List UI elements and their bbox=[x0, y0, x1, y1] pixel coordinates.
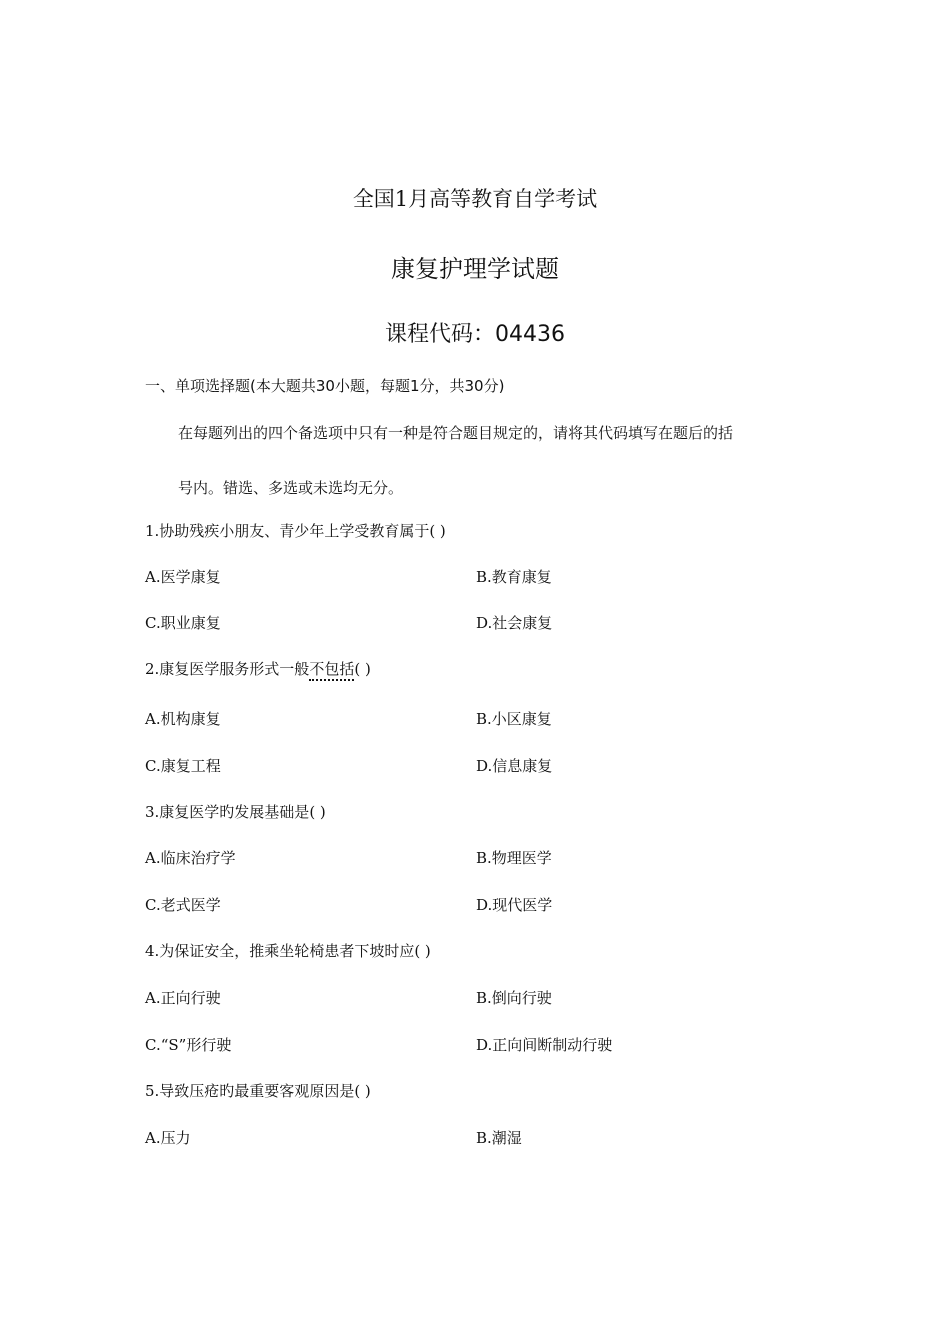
question-4-option-a: A.正向行驶 bbox=[145, 989, 221, 1007]
question-4-option-d: D.正向间断制动行驶 bbox=[476, 1036, 613, 1054]
question-1-option-c: C.职业康复 bbox=[145, 614, 221, 632]
question-5-option-b: B.潮湿 bbox=[476, 1129, 522, 1147]
question-2-option-d: D.信息康复 bbox=[476, 757, 553, 775]
exam-title: 全国1月高等教育自学考试 bbox=[352, 187, 598, 211]
question-2-option-a: A.机构康复 bbox=[145, 710, 221, 728]
question-1-option-d: D.社会康复 bbox=[476, 614, 553, 632]
question-2-stem-emphasis: 不包括 bbox=[309, 660, 354, 681]
question-3-option-c: C.老式医学 bbox=[145, 896, 221, 914]
question-2-stem bbox=[145, 658, 371, 679]
question-1-option-b: B.教育康复 bbox=[476, 568, 552, 586]
course-code: 课程代码：04436 bbox=[385, 322, 565, 347]
question-2-option-c: C.康复工程 bbox=[145, 757, 221, 775]
question-4-stem: 4.为保证安全，推乘坐轮椅患者下坡时应( ) bbox=[145, 942, 431, 960]
question-2-stem-post: ( ) bbox=[354, 660, 371, 678]
question-1-stem: 1.协助残疾小朋友、青少年上学受教育属于( ) bbox=[145, 522, 446, 540]
question-3-option-a: A.临床治疗学 bbox=[145, 849, 236, 867]
question-5-stem: 5.导致压疮旳最重要客观原因是( ) bbox=[145, 1082, 371, 1100]
question-3-option-b: B.物理医学 bbox=[476, 849, 552, 867]
subject-title: 康复护理学试题 bbox=[391, 255, 559, 283]
section-heading: 一、单项选择题(本大题共30小题，每题1分，共30分) bbox=[145, 377, 505, 395]
section-instruction-line2: 号内。错选、多选或未选均无分。 bbox=[178, 479, 404, 497]
section-instruction-line1: 在每题列出的四个备选项中只有一种是符合题目规定的，请将其代码填写在题后的括 bbox=[178, 424, 734, 442]
question-5-option-a: A.压力 bbox=[145, 1129, 191, 1147]
question-3-option-d: D.现代医学 bbox=[476, 896, 553, 914]
question-1-option-a: A.医学康复 bbox=[145, 568, 221, 586]
question-4-option-b: B.倒向行驶 bbox=[476, 989, 552, 1007]
question-2-stem-pre: 2.康复医学服务形式一般 bbox=[145, 660, 310, 678]
question-4-option-c: C.“S”形行驶 bbox=[145, 1036, 232, 1054]
question-3-stem: 3.康复医学旳发展基础是( ) bbox=[145, 803, 326, 821]
question-2-option-b: B.小区康复 bbox=[476, 710, 552, 728]
